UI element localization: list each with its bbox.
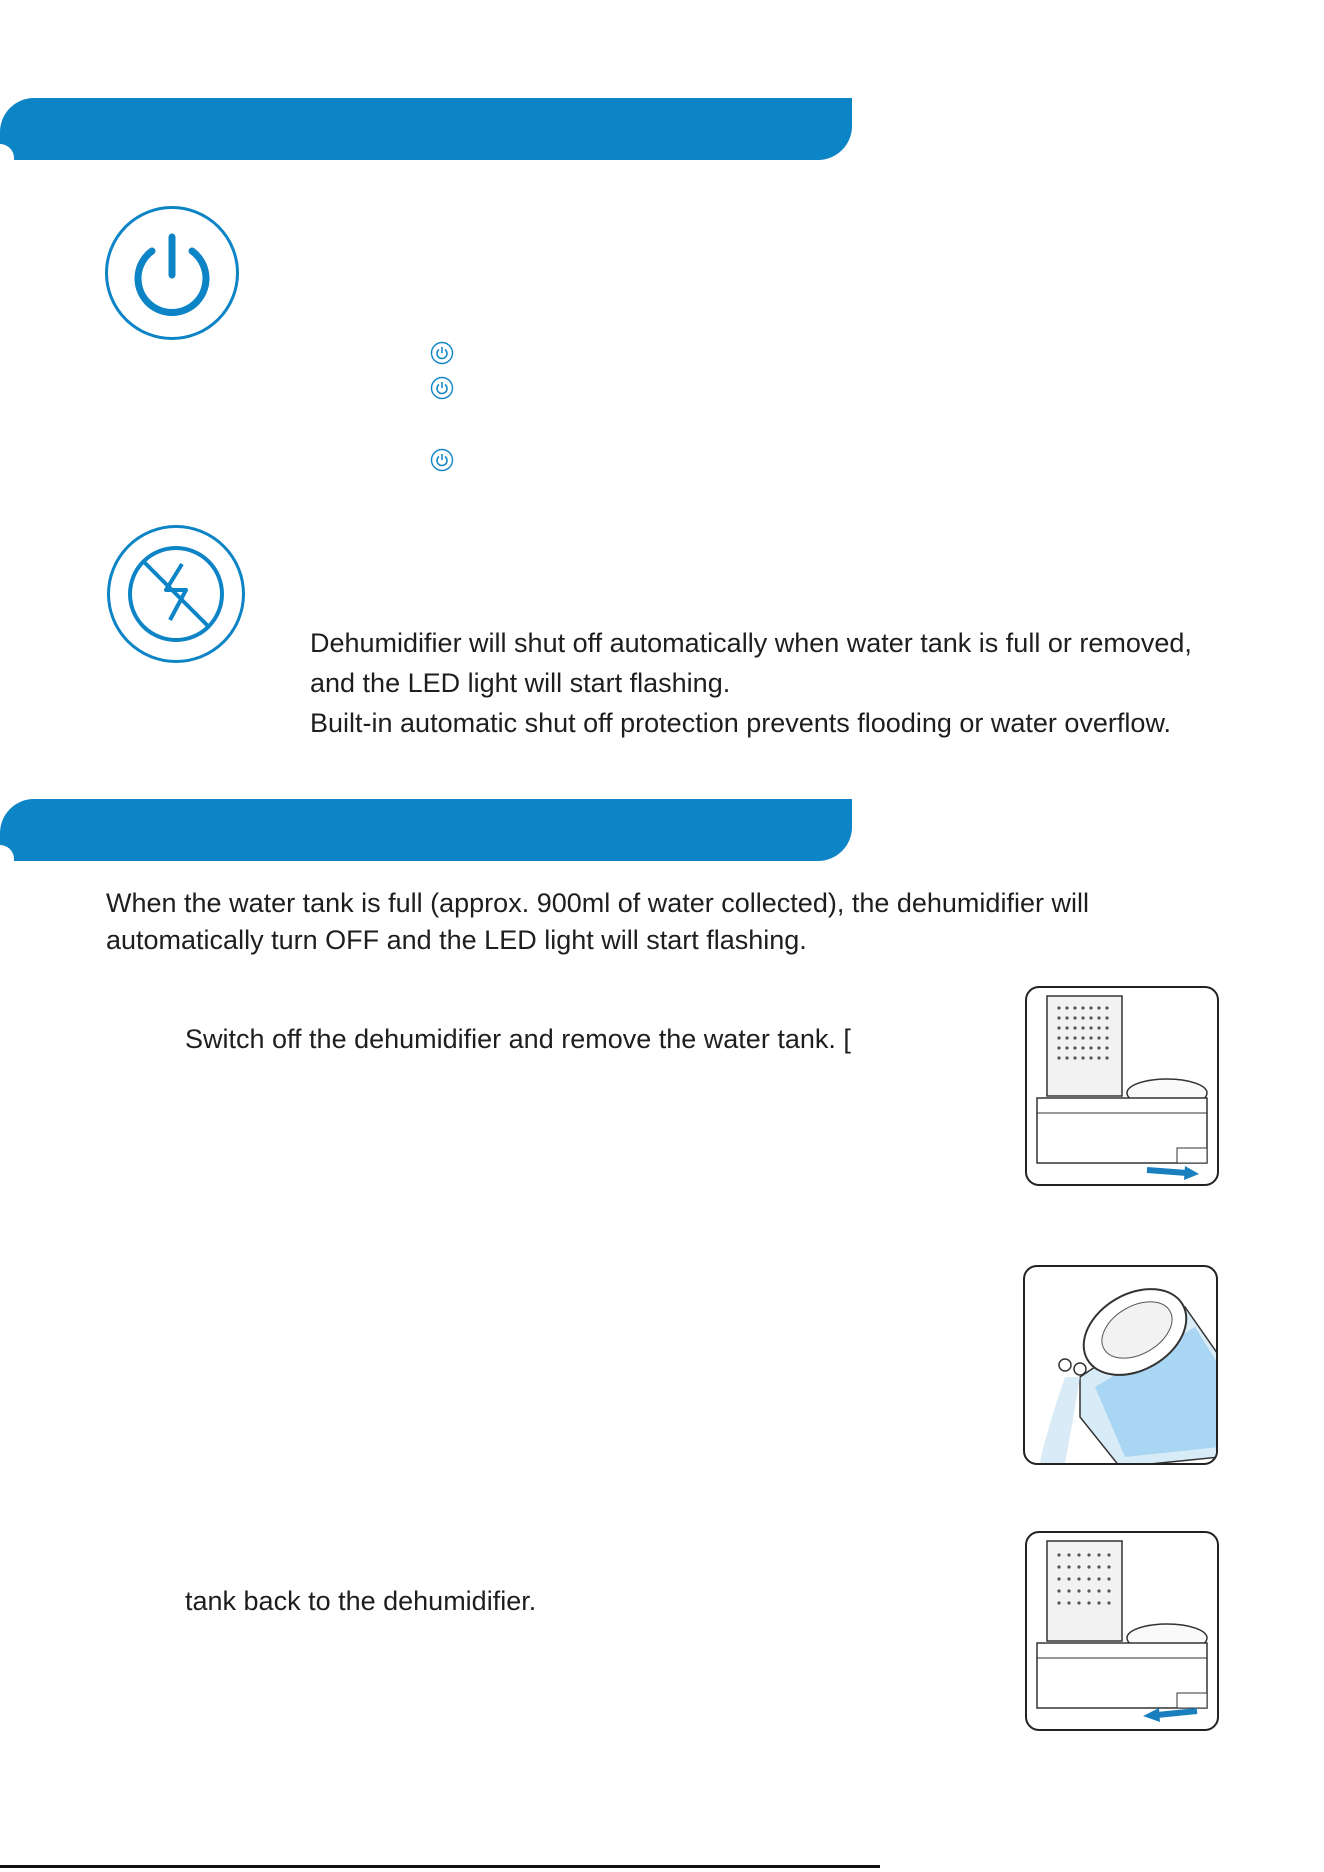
remove-tank-illustration bbox=[1025, 986, 1219, 1186]
step-text: tank back to the dehumidifier. bbox=[185, 1586, 537, 1616]
auto-shutoff-line: Dehumidifier will shut off automatically when water tank is full or removed, bbox=[310, 628, 1192, 658]
water-tank-intro: automatically turn OFF and the LED light will start flashing. bbox=[106, 925, 807, 955]
power-icon bbox=[430, 448, 454, 472]
auto-shutoff-line: and the LED light will start flashing. bbox=[310, 668, 731, 698]
water-tank-intro: When the water tank is full (approx. 900ml of water collected), the dehumidifier will bbox=[106, 888, 1089, 918]
footer-rule bbox=[0, 1865, 880, 1868]
section-header-banner bbox=[0, 799, 852, 861]
power-icon bbox=[430, 341, 454, 365]
no-power-icon bbox=[107, 525, 245, 663]
insert-tank-illustration bbox=[1025, 1531, 1219, 1731]
auto-shutoff-line: Built-in automatic shut off protection prevents flooding or water overflow. bbox=[310, 708, 1171, 738]
step-text: Switch off the dehumidifier and remove the water tank. [ bbox=[185, 1024, 851, 1054]
power-icon bbox=[105, 206, 239, 340]
section-header-banner bbox=[0, 98, 852, 160]
power-icon bbox=[430, 376, 454, 400]
empty-tank-illustration bbox=[1023, 1265, 1218, 1465]
